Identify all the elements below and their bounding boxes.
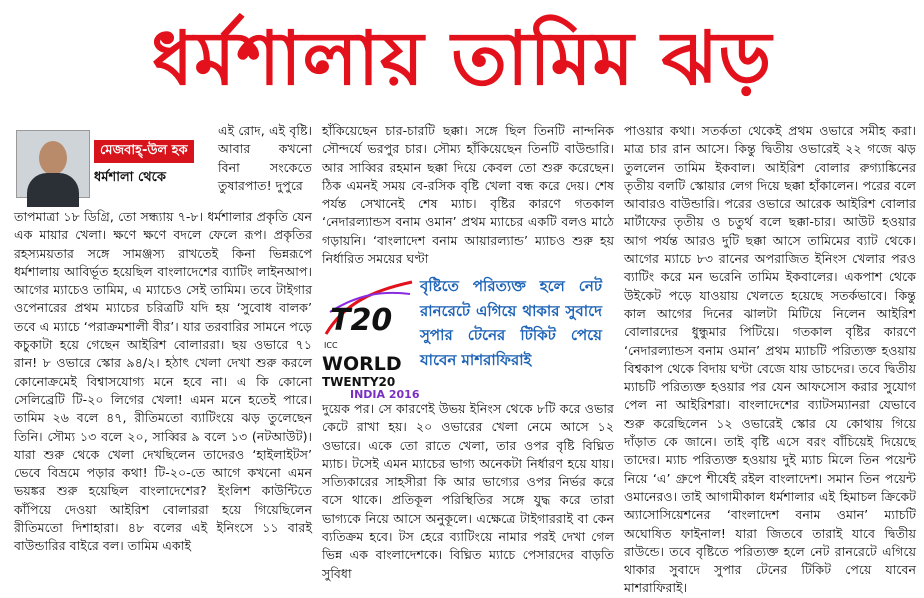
paragraph: দুয়েক পর। সে কারণেই উভয় ইনিংস থেকে ৮টি করে ওভার কেটে রাখা হয়। ২০ ওভারের খেলা নেমে আসে ১২ ওভারে। একে তো রাতে খেলা, তার ওপর বৃষ্টি বিঘ্নিত ম্যাচ। টসেই এমন ম্যাচের ভাগ্য অনেকটা নির্ধারণ হয়ে যায়। সত্যিকারের সাহসীরা কি আর ভাগ্যের ওপর নির্ভর করে বসে থাকে। প্রতিকূল পরিস্থিতির সঙ্গে যুদ্ধ করে তারা ভাগ্যকে নিয়ে আসে অনুকূলে। এক্ষেত্রে টাইগাররাই বা কেন ব্যতিক্রম হবে। টস হেরে ব্যাটিংয়ে নামার পরই দেখা গেল ভিন্ন এক বাংলাদেশকে। বিঘ্নিত ম্যাচে পেসারদের বাড়তি সুবিধা: [322, 401, 614, 581]
logo-t20: T20: [330, 303, 393, 338]
headline: ধর্মশালায় তামিম ঝড়: [151, 16, 773, 102]
column-2-top: [322, 122, 614, 270]
logo-world: WORLD: [322, 353, 402, 375]
paragraph: পাওয়ার কথা। সতর্কতা থেকেই প্রথম ওভারে সমীহ করা। মাত্র চার রান আসে। কিন্তু দ্বিতীয় ওভারেই ২২ গজে ঝড় তুললেন তামিম ইকবাল। আইরিশ বোলার রুগ্যাঙ্কিনের তৃতীয় বলটি স্কোয়ার লেগ দিয়ে ছক্কা হাঁকালেন। পরের বলে আবারও বাউন্ডারি। পরের ওভারে আরেক আইরিশ বোলার মার্টাফের তৃতীয় ও চতুর্থ বলে ছক্কা-চার। আউট হওয়ার আগ পর্যন্ত আরও দুটি ছক্কা আসে তামিমের ব্যাট থেকে। আগের ম্যাচে ৮৩ রানের অপরাজিত ইনিংস খেলার পরও ব্যাটিং করে মন ভরেনি তামিম ইকবালের। একপাশ থেকে উইকেট পড়ে যাওয়ায় খেলতে হয়েছে সতর্কভাবে। কিন্তু কাল আগের দিনের ঝালটা মিটিয়ে নিলেন আইরিশ বোলারদের ধুন্ধুমার পিটিয়ে। গতকাল বৃষ্টির কারণে ‘নেদারল্যান্ডস বনাম ওমান’ প্রথম ম্যাচটি পরিত্যক্ত হওয়ায় বিশ্বকাপ থেকে বিদায় ঘণ্টা বেজে যায় ডাচদের। তবে দ্বিতীয় ম্যাচটি পরিত্যক্ত হওয়ার পর যেন আফসোস করার সুযোগ পেল না আইরিশরা। বাংলাদেশের ব্যাটসম্যানরা যেভাবে শুরু করেছিলেন ১২ ওভারেই স্কোর যে কোথায় গিয়ে দাঁড়াত কে জানে। তাই বৃষ্টি এসে বরং বাঁচিয়েই দিয়েছে তাদের। ম্যাচ পরিত্যক্ত হওয়ায় দুই ম্যাচ মিলে তিন পয়েন্ট নিয়ে ‘এ’ গ্রুপে শীর্ষেই রইল বাংলাদেশ। সমান তিন পয়েন্ট ওমানেরও। তাই আগামীকাল ধর্মশালার এই হিমাচল ক্রিকেট অ্যাসোসিয়েশনের ‘বাংলাদেশ বনাম ওমান’ ম্যাচটি অঘোষিত ফাইনাল! যারা জিতবে তারাই যাবে দ্বিতীয় রাউন্ডে। তবে বৃষ্টিতে পরিত্যক্ত হলে নেট রানরেটে এগিয়ে থাকার সুবাদে সুপার টেনের টিকিট পেয়ে যাবেন মাশরাফিরাই।: [624, 123, 916, 596]
paragraph: তাপমাত্রা ১৮ ডিগ্রি, তো সন্ধ্যায় ৭-৮। ধর্মশালার প্রকৃতি যেন এক মায়ার খেলা। ক্ষণে ক্ষণে বদলে ফেলে রূপ। প্রকৃতির রহস্যময়তার সঙ্গে সামঞ্জস্য রাখতেই কিনা ভিন্নরূপে ধর্মশালায় আবির্ভূত হয়েছিল বাংলাদেশের ব্যাটিং লাইনআপ। আগের ম্যাচেও তামিম, এ ম্যাচেও সেই তামিম। তবে টাইগার ওপেনারের প্রথম ম্যাচের চরিত্রটি যদি হয় ‘সুবোধ বালক’ তবে এ ম্যাচে ‘পরাক্রমশালী বীর’। যার তরবারির সামনে পড়ে কচুকাটা হয়ে গেছেন আইরিশ বোলাররা। ছয় ওভারে ৭১ রান! ৮ ওভারে স্কোর ৯৪/২। হঠাৎ খেলা দেখা শুরু করলে কোনোক্রমেই বিশ্বাসযোগ্য মনে হবে না। এ কি কোনো সেলিব্রেটি টি-২০ লিগের খেলা! এমন মনে হতেই পারে। তামিম ২৬ বলে ৪৭, রীতিমতো ব্যাটিংয়ে ঝড় তুলেছেন তিনি। সৌম্য ১৩ বলে ২০, সাব্বির ৯ বলে ১৩ (নটআউট)। যারা শুরু থেকে খেলা দেখছিলেন তাদেরও ‘হাইলাইটস’ ভেবে বিভ্রমে পড়ার কথা! টি-২০-তে আগে কখনো এমন ভয়ঙ্কর শুরু হয়েছিল বাংলাদেশের? ইংলিশ কাউন্টিতে কাঁপিয়ে দেওয়া আইরিশ বোলাররা হয়ে গিয়েছিলেন রীতিমতো দিশাহারা। ৪৮ বলের এই ইনিংসে ১১ বারই বাউন্ডারির বাইরে বল। তামিম একাই: [14, 209, 312, 554]
byline: [14, 128, 206, 198]
logo-host: INDIA 2016: [350, 388, 420, 401]
paragraph: হাঁকিয়েছেন চার-চারটি ছক্কা। সঙ্গে ছিল তিনটি নান্দনিক সৌন্দর্যে ভরপুর চার। সৌম্য হাঁকিয়েছেন তিনটি বাউন্ডারি। আর সাব্বির রহমান ছক্কা দিয়ে কেবল তো শুরু করেছেন। ঠিক এমনই সময় বে-রসিক বৃষ্টি খেলা বন্ধ করে দেয়। শেষ পর্যন্ত সেখানেই শেষ ম্যাচ। বৃষ্টির কারণে গতকাল ‘নেদারল্যান্ডস বনাম ওমান’ প্রথম ম্যাচের একটি বলও মাঠে গড়ায়নি। ‘বাংলাদেশ বনাম আয়ারল্যান্ড’ ম্যাচও শুরু হয় নির্ধারিত সময়ের ঘণ্টা: [322, 123, 614, 267]
icc-world-twenty20-logo: [320, 272, 420, 401]
column-1: [14, 208, 312, 585]
dateline: ধর্মশালা থেকে: [94, 170, 166, 185]
pull-quote-text: বৃষ্টিতে পরিত্যক্ত হলে নেট রানরেটে এগিয়ে থাকার সুবাদে সুপার টেনের টিকিট পেয়ে যাবেন মাশরাফিরাই: [420, 277, 602, 369]
column-2-bottom: [322, 400, 614, 585]
author-photo: [16, 130, 90, 198]
column-1-top: [218, 122, 312, 222]
column-3: [624, 122, 916, 596]
logo-icc: ICC: [324, 341, 338, 350]
pull-quote: [320, 272, 600, 400]
paragraph: এই রোদ, এই বৃষ্টি। আবার কখনো বিনা সংকেতে তুষারপাত! দুপুরে: [218, 123, 312, 193]
author-name: মেজবাহ্-উল হক: [94, 140, 194, 163]
logo-twenty20: TWENTY20: [322, 375, 396, 389]
